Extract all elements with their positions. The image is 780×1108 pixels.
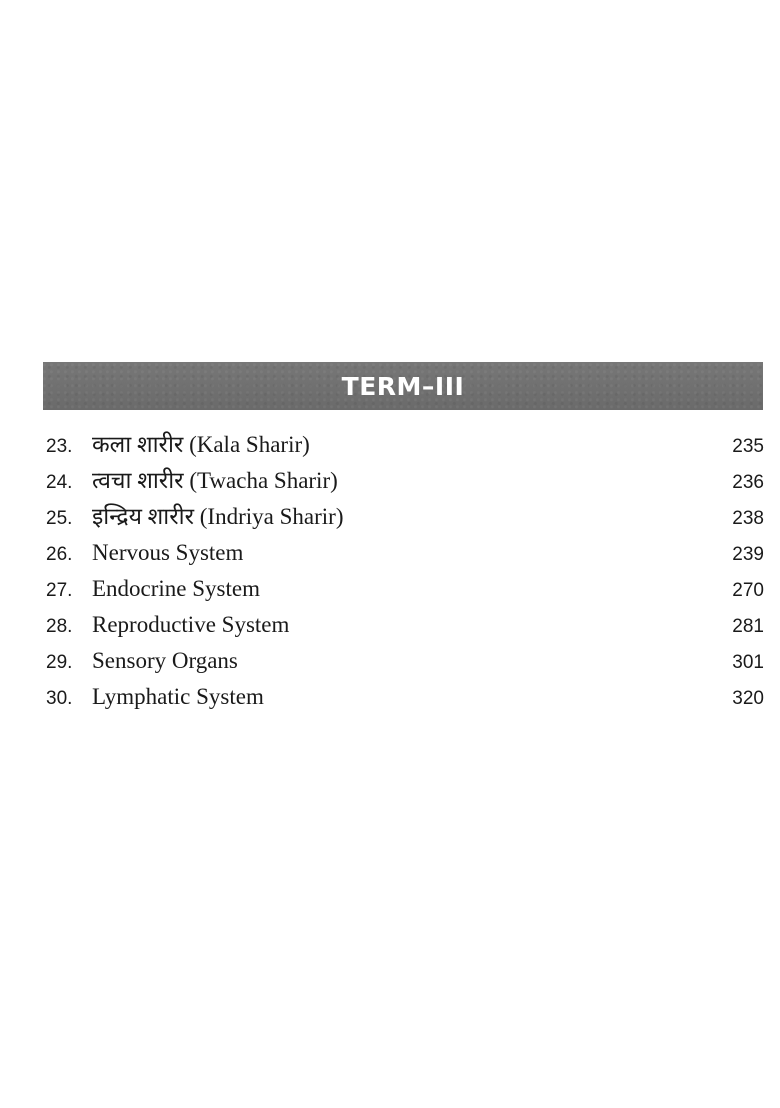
entry-page-number: 238 bbox=[732, 508, 764, 529]
entry-page-number: 239 bbox=[732, 544, 764, 565]
entry-page-number: 236 bbox=[732, 472, 764, 493]
toc-entry[interactable] bbox=[46, 643, 764, 679]
entry-title: Lymphatic System bbox=[92, 684, 264, 709]
entry-title: इन्द्रिय शारीर (Indriya Sharir) bbox=[92, 504, 344, 529]
entry-number: 25. bbox=[46, 508, 73, 529]
toc-entry[interactable] bbox=[46, 499, 764, 535]
entry-number: 24. bbox=[46, 472, 73, 493]
entry-title: कला शारीर (Kala Sharir) bbox=[92, 432, 310, 457]
entry-title: Endocrine System bbox=[92, 576, 260, 601]
entry-title: Reproductive System bbox=[92, 612, 290, 637]
toc-entry[interactable] bbox=[46, 535, 764, 571]
entry-number: 28. bbox=[46, 616, 73, 637]
entry-number: 29. bbox=[46, 652, 73, 673]
entry-number: 23. bbox=[46, 436, 73, 457]
entry-page-number: 270 bbox=[732, 580, 764, 601]
toc-entry[interactable] bbox=[46, 679, 764, 715]
entry-page-number: 301 bbox=[732, 652, 764, 673]
section-banner bbox=[43, 362, 763, 410]
toc-entry[interactable] bbox=[46, 463, 764, 499]
table-of-contents bbox=[46, 427, 764, 715]
entry-page-number: 320 bbox=[732, 688, 764, 709]
section-title: TERM–III bbox=[341, 371, 465, 401]
entry-number: 26. bbox=[46, 544, 73, 565]
entry-number: 30. bbox=[46, 688, 73, 709]
toc-entry[interactable] bbox=[46, 571, 764, 607]
toc-entry[interactable] bbox=[46, 427, 764, 463]
entry-title: Sensory Organs bbox=[92, 648, 238, 673]
entry-title: Nervous System bbox=[92, 540, 244, 565]
entry-page-number: 281 bbox=[732, 616, 764, 637]
entry-page-number: 235 bbox=[732, 436, 764, 457]
entry-title: त्वचा शारीर (Twacha Sharir) bbox=[92, 468, 338, 493]
toc-entry[interactable] bbox=[46, 607, 764, 643]
entry-number: 27. bbox=[46, 580, 73, 601]
